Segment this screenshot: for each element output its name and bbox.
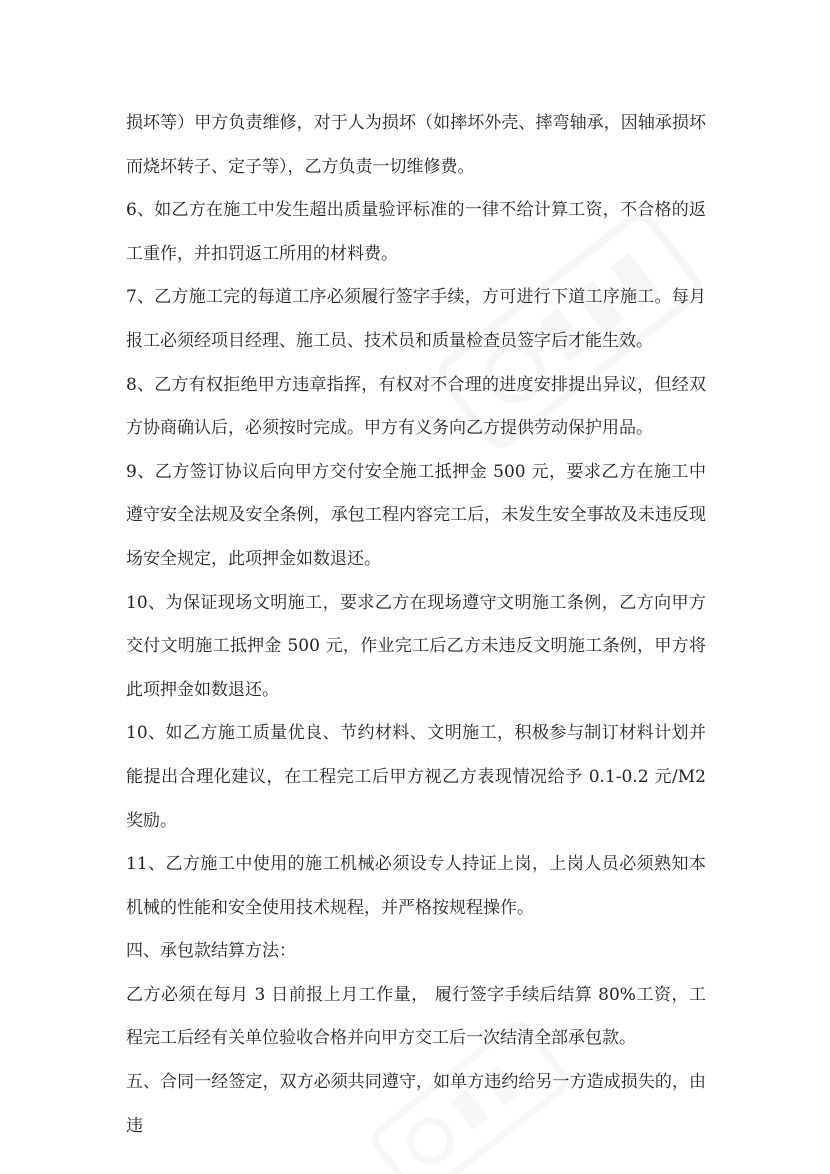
paragraph-clause-6: 6、如乙方在施工中发生超出质量验评标准的一律不给计算工资，不合格的返工重作，并扣罚返工所用的材料费。 — [126, 200, 706, 264]
document-body — [126, 102, 706, 1148]
paragraph-clause-9: 9、乙方签订协议后向甲方交付安全施工抵押金 500 元，要求乙方在施工中遵守安全法规及安全条例，承包工程内容完工后，未发生安全事故及未违反现场安全规定，此项押金如数退还。 — [126, 461, 706, 569]
paragraph-section-5: 五、合同一经签定，双方必须共同遵守，如单方违约给另一方造成损失的，由违 — [126, 1072, 706, 1136]
paragraph-settlement-method: 乙方必须在每月 3 日前报上月工作量， 履行签字手续后结算 80%工资，工程完工后经有关单位验收合格并向甲方交工后一次结清全部承包款。 — [126, 984, 706, 1049]
paragraph-clause-10a: 10、为保证现场文明施工，要求乙方在现场遵守文明施工条例，乙方向甲方交付文明施工抵押金 500 元，作业完工后乙方未违反文明施工条例，甲方将此项押金如数退还。 — [126, 592, 706, 700]
paragraph-clause-8: 8、乙方有权拒绝甲方违章指挥，有权对不合理的进度安排提出异议，但经双方协商确认后，必须按时完成。甲方有义务向乙方提供劳动保护用品。 — [126, 374, 706, 439]
paragraph-clause-10b: 10、如乙方施工质量优良、节约材料、文明施工，积极参与制订材料计划并能提出合理化建议，在工程完工后甲方视乙方表现情况给予 0.1-0.2 元/M2 奖励。 — [126, 723, 706, 831]
paragraph-clause-7: 7、乙方施工完的每道工序必须履行签字手续，方可进行下道工序施工。每月报工必须经项目经理、施工员、技术员和质量检查员签字后才能生效。 — [126, 287, 706, 351]
section-heading-settlement: 四、承包款结算方法： — [126, 941, 296, 962]
paragraph-clause-11: 11、乙方施工中使用的施工机械必须设专人持证上岗，上岗人员必须熟知本机械的性能和安全使用技术规程，并严格按规程操作。 — [126, 854, 706, 918]
paragraph-repair-responsibility: 损坏等）甲方负责维修，对于人为损坏（如摔坏外壳、摔弯轴承，因轴承损坏而烧坏转子、定子等），乙方负责一切维修费。 — [126, 113, 706, 177]
